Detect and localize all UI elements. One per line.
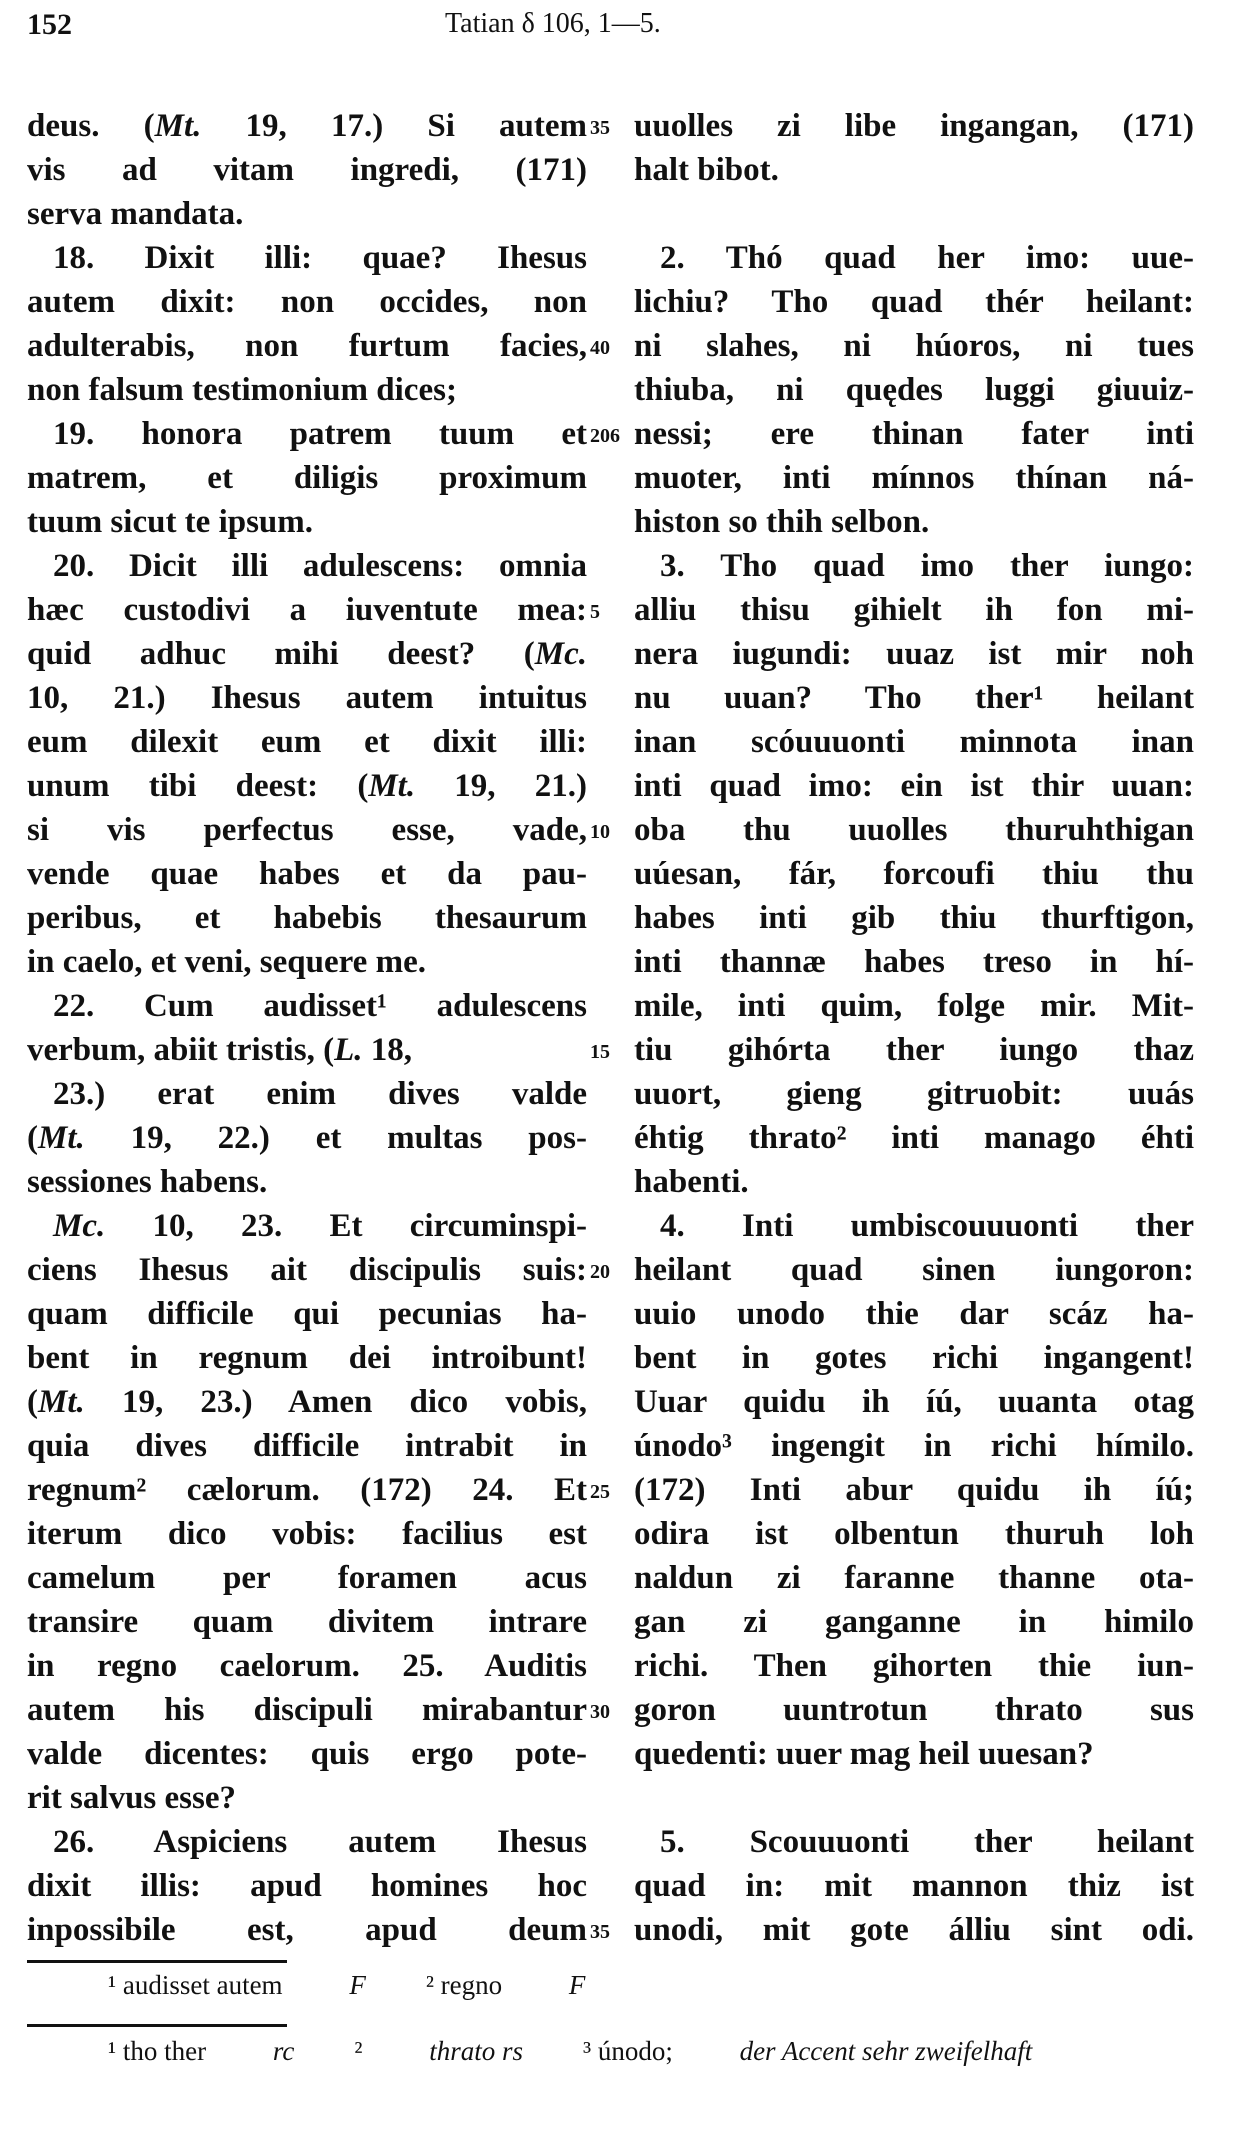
text-segment: 10, 23. Et circuminspi- [105, 1208, 587, 1244]
text-segment: quad in: mit mannon thiz ist [634, 1868, 1194, 1904]
text-line [27, 1864, 587, 1908]
text-segment: si vis perfectus esse, vade, [27, 812, 587, 848]
line-number-column [590, 104, 634, 1952]
italic-text: rc [272, 2036, 295, 2066]
text-line [27, 720, 587, 764]
text-segment: oba thu uuolles thuruhthigan [634, 812, 1194, 848]
italic-text: L. [334, 1032, 363, 1068]
text-segment: camelum per foramen acus [27, 1560, 587, 1596]
text-segment: mile, inti quim, folge mir. Mit- [634, 988, 1194, 1024]
text-line [27, 544, 587, 588]
text-segment: lichiu? Tho quad thér heilant: [634, 284, 1194, 320]
italic-text: Mt. [368, 768, 416, 804]
text-line [634, 1116, 1194, 1160]
text-line [27, 1512, 587, 1556]
text-line [634, 632, 1194, 676]
text-line [27, 1336, 587, 1380]
text-segment: halt bibot. [634, 152, 779, 188]
text-segment: in caelo, et veni, sequere me. [27, 944, 426, 980]
text-line [634, 456, 1194, 500]
text-segment: rit salvus esse? [27, 1780, 236, 1816]
line-number [590, 940, 634, 984]
text-segment: tuum sicut te ipsum. [27, 504, 314, 540]
text-segment: autem dixit: non occides, non [27, 284, 587, 320]
line-number [590, 1072, 634, 1116]
text-segment: 19, 23.) Amen dico vobis, [84, 1384, 587, 1420]
text-segment: 18, [362, 1032, 412, 1068]
line-number [590, 1424, 634, 1468]
text-segment: 19. honora patrem tuum et [53, 416, 587, 452]
text-line [634, 1160, 1194, 1204]
text-line [634, 1336, 1194, 1380]
line-number [590, 1512, 634, 1556]
text-line [27, 808, 587, 852]
text-segment: nu uuan? Tho ther¹ heilant [634, 680, 1194, 716]
text-segment: (172) Inti abur quidu ih íú; [634, 1472, 1194, 1508]
text-segment: quid adhuc mihi deest? ( [27, 636, 535, 672]
footnote [108, 1970, 366, 2000]
text-line [27, 764, 587, 808]
line-number [590, 1864, 634, 1908]
text-line [634, 1512, 1194, 1556]
text-segment: 19, 21.) [415, 768, 588, 804]
text-line [634, 1556, 1194, 1600]
line-number [590, 1116, 634, 1160]
text-segment: ( [27, 1384, 38, 1420]
text-segment: non falsum testimonium dices; [27, 372, 457, 408]
footnote [108, 2036, 294, 2066]
german-footnotes [108, 2036, 1092, 2067]
text-segment: ² [354, 2036, 370, 2066]
line-number [590, 368, 634, 412]
text-line [27, 280, 587, 324]
text-line [634, 764, 1194, 808]
text-line [634, 1644, 1194, 1688]
text-segment: naldun zi faranne thanne ota- [634, 1560, 1194, 1596]
text-line [27, 1556, 587, 1600]
text-segment: 26. Aspiciens autem Ihesus [53, 1824, 587, 1860]
text-line [634, 676, 1194, 720]
text-segment: quam difficile qui pecunias ha- [27, 1296, 587, 1332]
text-segment: ³ únodo; [582, 2036, 680, 2066]
text-segment: verbum, abiit tristis, ( [27, 1032, 335, 1068]
text-segment: 4. Inti umbiscouuuonti ther [660, 1208, 1194, 1244]
text-segment: serva mandata. [27, 196, 244, 232]
text-line [27, 1688, 587, 1732]
text-line [634, 808, 1194, 852]
text-segment: ciens Ihesus ait discipulis suis: [27, 1252, 587, 1288]
italic-text: Mc. [534, 636, 587, 672]
line-number [590, 456, 634, 500]
text-segment: autem his discipuli mirabantur [27, 1692, 587, 1728]
footnote [426, 1970, 586, 2000]
text-line [27, 1160, 587, 1204]
text-segment: 23.) erat enim dives valde [53, 1076, 587, 1112]
text-segment: tiu gihórta ther iungo thaz [634, 1032, 1194, 1068]
text-line [634, 1688, 1194, 1732]
line-number [590, 1336, 634, 1380]
running-title: Tatian δ 106, 1—5. [445, 8, 661, 39]
text-segment: regnum² cælorum. (172) 24. Et [27, 1472, 587, 1508]
text-line [634, 412, 1194, 456]
text-line [634, 1072, 1194, 1116]
text-segment: unum tibi deest: ( [27, 768, 369, 804]
italic-text: F [568, 1970, 586, 2000]
footnote [354, 2036, 523, 2066]
text-line [27, 1732, 587, 1776]
text-line [27, 368, 587, 412]
text-segment: habenti. [634, 1164, 749, 1200]
line-number [590, 852, 634, 896]
text-line [634, 148, 1194, 192]
text-segment: uuolles zi libe ingangan, (171) [634, 108, 1194, 144]
text-segment: 3. Tho quad imo ther iungo: [660, 548, 1194, 584]
text-line [27, 1424, 587, 1468]
line-number: 40 [590, 337, 610, 359]
text-line [634, 544, 1194, 588]
text-line [634, 1908, 1194, 1952]
text-line [634, 1468, 1194, 1512]
line-number: 30 [590, 1701, 610, 1723]
text-segment: in regno caelorum. 25. Auditis [27, 1648, 587, 1684]
page-number: 152 [27, 8, 72, 41]
line-number [590, 1820, 634, 1864]
text-segment: 10, 21.) Ihesus autem intuitus [27, 680, 587, 716]
text-segment: valde dicentes: quis ergo pote- [27, 1736, 587, 1772]
text-line [634, 1732, 1194, 1776]
italic-text: Mt. [154, 108, 202, 144]
line-number [590, 280, 634, 324]
text-line [27, 236, 587, 280]
text-segment: goron uuntrotun thrato sus [634, 1692, 1194, 1728]
text-segment: deus. ( [27, 108, 155, 144]
text-line [634, 1204, 1194, 1248]
italic-text: Mt. [38, 1120, 85, 1156]
text-line [634, 280, 1194, 324]
text-line [27, 852, 587, 896]
text-segment: odira ist olbentun thuruh loh [634, 1516, 1194, 1552]
text-line [27, 940, 587, 984]
text-line [27, 104, 587, 148]
line-number [590, 1732, 634, 1776]
text-line [27, 1248, 587, 1292]
text-segment: inti quad imo: ein ist thir uuan: [634, 768, 1194, 804]
text-line [634, 500, 1194, 544]
text-line [27, 1292, 587, 1336]
text-line [27, 500, 587, 544]
line-number [590, 500, 634, 544]
text-segment: ¹ audisset autem [108, 1970, 290, 2000]
text-line [27, 1600, 587, 1644]
footnote-rule [27, 1960, 287, 1963]
line-number [590, 1600, 634, 1644]
text-line [634, 852, 1194, 896]
line-number: 5 [590, 601, 600, 623]
text-segment: éhtig thrato² inti manago éhti [634, 1120, 1194, 1156]
italic-text: thrato rs [429, 2036, 523, 2066]
line-number: 10 [590, 821, 610, 843]
text-segment: uuort, gieng gitruobit: uuás [634, 1076, 1194, 1112]
text-segment: eum dilexit eum et dixit illi: [27, 724, 587, 760]
text-segment: 19, 17.) Si autem [201, 108, 588, 144]
text-line [634, 1292, 1194, 1336]
text-line [634, 1248, 1194, 1292]
line-number [590, 1776, 634, 1820]
text-line [634, 940, 1194, 984]
text-line [634, 1380, 1194, 1424]
text-line [27, 1116, 587, 1160]
text-segment: unodi, mit gote álliu sint odi. [634, 1912, 1194, 1948]
text-line [27, 896, 587, 940]
text-segment: nera iugundi: uuaz ist mir noh [634, 636, 1194, 672]
line-number [590, 1644, 634, 1688]
text-segment: únodo³ ingengit in richi hímilo. [634, 1428, 1194, 1464]
text-line [27, 1380, 587, 1424]
line-number [590, 1204, 634, 1248]
text-line [27, 456, 587, 500]
latin-footnotes [108, 1970, 645, 2001]
text-line [634, 236, 1194, 280]
text-segment: 18. Dixit illi: quae? Ihesus [53, 240, 587, 276]
text-line [27, 324, 587, 368]
line-number [590, 236, 634, 280]
text-segment: transire quam divitem intrare [27, 1604, 587, 1640]
text-line [27, 192, 587, 236]
footnote-rule [27, 2024, 287, 2027]
line-number [590, 1380, 634, 1424]
text-line [27, 1072, 587, 1116]
line-number [590, 192, 634, 236]
line-number [590, 984, 634, 1028]
old-high-german-column [634, 104, 1194, 1952]
text-segment: muoter, inti mínnos thínan ná- [634, 460, 1194, 496]
text-segment: matrem, et diligis proximum [27, 460, 587, 496]
text-line [634, 104, 1194, 148]
text-segment: hæc custodivi a iuventute mea: [27, 592, 587, 628]
line-number [590, 764, 634, 808]
text-segment: 22. Cum audisset¹ adulescens [53, 988, 587, 1024]
text-segment: 2. Thó quad her imo: uue- [660, 240, 1194, 276]
text-line [27, 1028, 587, 1072]
text-line [27, 1820, 587, 1864]
text-segment: bent in gotes richi ingangent! [634, 1340, 1194, 1376]
text-line [27, 148, 587, 192]
text-segment: histon so thih selbon. [634, 504, 930, 540]
text-line [27, 1644, 587, 1688]
text-segment: quedenti: uuer mag heil uuesan? [634, 1736, 1094, 1772]
line-number [590, 632, 634, 676]
text-segment: nessi; ere thinan fater inti [634, 416, 1194, 452]
line-number: 25 [590, 1481, 610, 1503]
text-segment: ni slahes, ni húoros, ni tues [634, 328, 1194, 364]
text-segment: iterum dico vobis: facilius est [27, 1516, 587, 1552]
line-number: 206 [590, 425, 620, 447]
text-segment: sessiones habens. [27, 1164, 268, 1200]
italic-text: F [349, 1970, 366, 2000]
line-number [590, 676, 634, 720]
text-line [634, 896, 1194, 940]
line-number [590, 720, 634, 764]
text-line [634, 368, 1194, 412]
italic-text: der Accent sehr zweifelhaft [739, 2036, 1033, 2066]
text-line [634, 720, 1194, 764]
text-segment: uuio unodo thie dar scáz ha- [634, 1296, 1194, 1332]
text-segment: inan scóuuuonti minnota inan [634, 724, 1194, 760]
text-segment: thiuba, ni quędes luggi giuuiz- [634, 372, 1194, 408]
text-line [27, 676, 587, 720]
text-line [27, 412, 587, 456]
line-number: 20 [590, 1261, 610, 1283]
text-segment: 20. Dicit illi adulescens: omnia [53, 548, 587, 584]
text-line [634, 1776, 1194, 1820]
text-line [634, 1820, 1194, 1864]
text-line [27, 1776, 587, 1820]
footnote [583, 2036, 1032, 2066]
line-number [590, 148, 634, 192]
text-line [634, 1864, 1194, 1908]
text-segment: quia dives difficile intrabit in [27, 1428, 587, 1464]
text-line [27, 984, 587, 1028]
line-number: 35 [590, 117, 610, 139]
text-segment: 19, 22.) et multas pos- [84, 1120, 587, 1156]
italic-text: Mc. [53, 1208, 106, 1244]
text-line [634, 1028, 1194, 1072]
line-number: 35 [590, 1921, 610, 1943]
text-segment: ¹ tho ther [108, 2036, 213, 2066]
text-segment: Uuar quidu ih íú, uuanta otag [634, 1384, 1194, 1420]
italic-text: Mt. [38, 1384, 85, 1420]
text-segment: vis ad vitam ingredi, (171) [27, 152, 587, 188]
text-segment: dixit illis: apud homines hoc [27, 1868, 587, 1904]
line-number [590, 1160, 634, 1204]
text-segment: 5. Scouuuonti ther heilant [660, 1824, 1194, 1860]
text-segment: vende quae habes et da pau- [27, 856, 587, 892]
text-segment: alliu thisu gihielt ih fon mi- [634, 592, 1194, 628]
text-segment: inti thannæ habes treso in hí- [634, 944, 1194, 980]
line-number [590, 1292, 634, 1336]
line-number [590, 544, 634, 588]
text-line [634, 984, 1194, 1028]
text-segment: richi. Then gihorten thie iun- [634, 1648, 1194, 1684]
text-segment: ² regno [425, 1970, 509, 2000]
text-segment: peribus, et habebis thesaurum [27, 900, 587, 936]
text-line [634, 324, 1194, 368]
text-line [634, 192, 1194, 236]
latin-column [27, 104, 587, 1952]
text-line [27, 588, 587, 632]
line-number [590, 896, 634, 940]
text-line [634, 1600, 1194, 1644]
text-segment: bent in regnum dei introibunt! [27, 1340, 587, 1376]
text-segment: ( [27, 1120, 38, 1156]
text-segment: habes inti gib thiu thurftigon, [634, 900, 1194, 936]
text-segment: gan zi ganganne in himilo [634, 1604, 1194, 1640]
text-segment: uúesan, fár, forcoufi thiu thu [634, 856, 1194, 892]
text-line [27, 1908, 587, 1952]
line-number: 15 [590, 1041, 610, 1063]
text-line [27, 1468, 587, 1512]
text-line [634, 1424, 1194, 1468]
text-segment: inpossibile est, apud deum [27, 1912, 587, 1948]
text-line [634, 588, 1194, 632]
text-segment: adulterabis, non furtum facies, [27, 328, 587, 364]
text-line [27, 632, 587, 676]
text-line [27, 1204, 587, 1248]
line-number [590, 1556, 634, 1600]
text-segment: heilant quad sinen iungoron: [634, 1252, 1194, 1288]
